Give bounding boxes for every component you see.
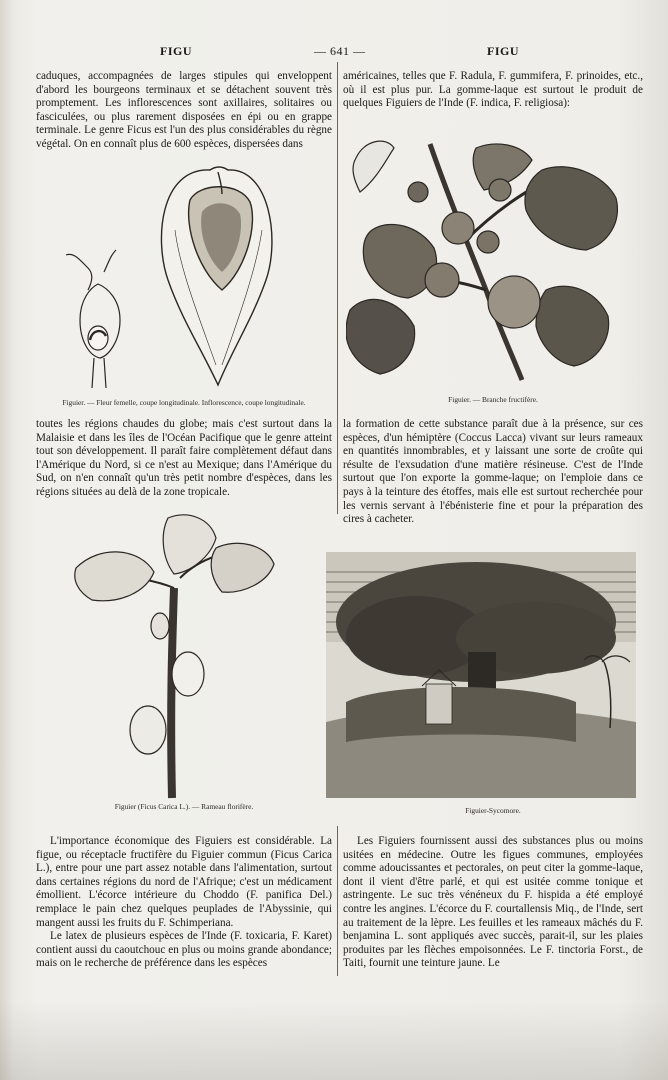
paragraph: américaines, telles que F. Radula, F. gummifera, F. prinoides, etc., où il est plus pur. La gomme-laque est surtout le produit de quelques Figuiers de l'Inde (F. indica, F. religiosa): [343,70,643,110]
caption-figure-1: Figuier. — Fleur femelle, coupe longitudinale. Inflorescence, coupe longitudinale. [62,398,306,407]
running-head-left: FIGU [160,44,192,58]
paragraph: Le latex de plusieurs espèces de l'Inde (F. toxicaria, F. Karet) contient aussi du caoutchouc en plus ou moins grande abondance; mais on le recherche de préférence dans les espèces [36,930,332,970]
left-column-mid-text [36,418,332,500]
caption-figure-2: Figuier. — Branche fructifère. [448,395,538,404]
caption-figure-4: Figuier-Sycomore. [465,806,521,815]
paragraph: L'importance économique des Figuiers est considérable. La figue, ou réceptacle fructifère du Figuier commun (Ficus Carica L.), entre pour une part assez notable dans l'alimentation, surtout dans certaines régions du nord de l'Afrique; c'est un médicament émollient. L'écorce intérieure du Choddo (F. panifica Del.) remplace le pain chez quelques peuplades de l'Abyssinie, qui mangent aussi les fruits du F. Schimperiana. [36,835,332,929]
caption-figure-3: Figuier (Ficus Carica L.). — Rameau florifère. [114,802,254,811]
right-column-mid-text [343,418,643,527]
fig-fruiting-branch-engraving [346,130,646,392]
fig-inflorescence-section-engraving [50,160,335,395]
paragraph: toutes les régions chaudes du globe; mais c'est surtout dans la Malaisie et dans les îles de l'Océan Pacifique que le genre atteint tout son développement. Il paraît faire complètement défaut dans l'Amérique du Nord, si ce n'est au Mexique; dans l'Amérique du Sud, on n'en connaît qu'un très petit nombre d'espèces, dans les régions situées au delà de la zone tropicale. [36,418,332,498]
right-column-bottom-text [343,835,643,971]
column-rule-top [337,62,338,514]
paragraph: Les Figuiers fournissent aussi des substances plus ou moins usitées en médecine. Outre les figues communes, employées comme adoucissantes et pectorales, on peut citer la gomme-laque, dont il vient d'être parlé, et qui est usitée comme tonique et astringente. Le suc très vénéneux du F. hispida a été employé contre les angines. L'écorce du F. courtallensis Miq., de l'Inde, sert au traitement de la lèpre. Les feuilles et les rameaux mâchés du F. benjamina L. sont appliqués avec succès, parait-il, sur les plaies produites par les flèches empoisonnées. Le F. tinctoria Forst., de Taiti, fournit une teinture jaune. Le [343,835,643,970]
left-column-bottom-text [36,835,332,971]
fig-flowering-twig-engraving [70,508,280,800]
paragraph: caduques, accompagnées de larges stipules qui enveloppent d'abord les bourgeons terminaux et se détachent souvent très promptement. Les inflorescences sont axillaires, solitaires ou fasciculées, ou plus rarement disposées en épi ou en grappe terminale. Le genre Ficus est l'un des plus considérables du règne végétal. On en connaît plus de 600 espèces, dispersées dans [36,70,332,150]
left-column-top-text [36,70,332,152]
right-column-top-text [343,70,643,111]
page-number: — 641 — [314,44,366,58]
running-head-right: FIGU [487,44,519,58]
fig-sycamore-landscape-engraving [326,552,636,798]
column-rule-bottom [337,826,338,976]
paragraph: la formation de cette substance paraît due à la présence, sur ces espèces, d'un hémiptère (Coccus Lacca) vivant sur leurs rameaux en quantités innombrables, et y laissant une sorte de croûte qui résulte de l'exsudation d'une matière résineuse. C'est de l'Inde surtout que l'on exporte la gomme-laque; on l'emploie dans ce pays à la teinture des étoffes, mais elle est surtout recherchée pour les vernis servant à l'ébénisterie fine et pour la préparation des cires à cacheter. [343,418,643,526]
page-bottom-shadow [0,1000,668,1080]
